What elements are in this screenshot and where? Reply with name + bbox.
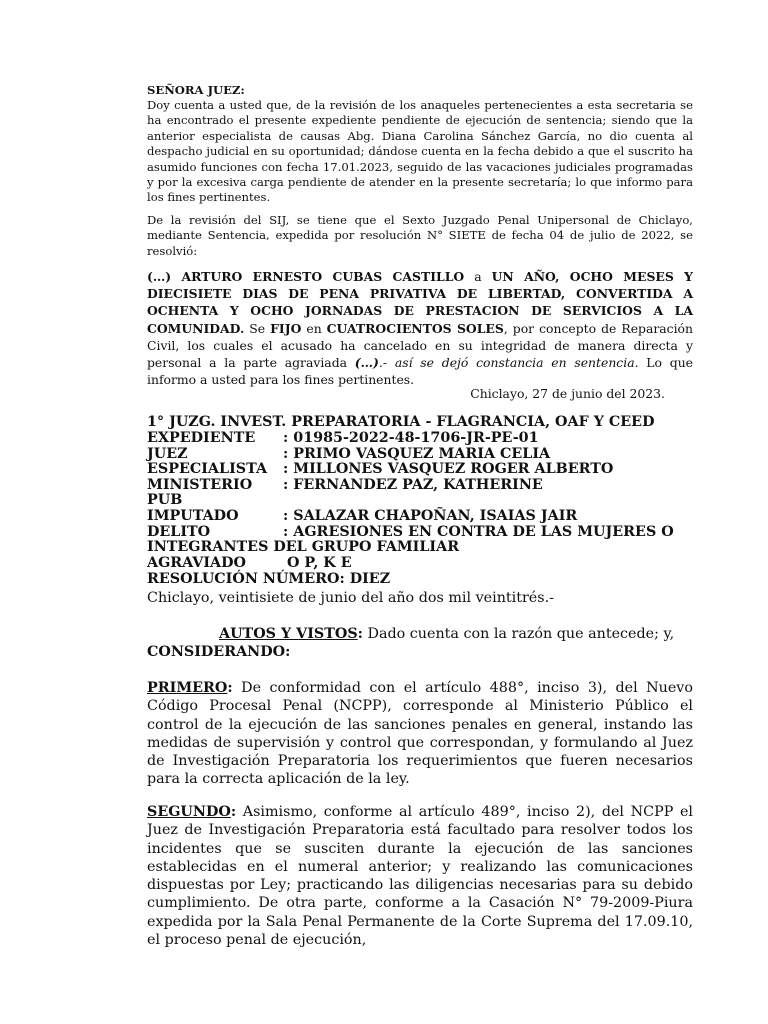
report-paragraph-1: Doy cuenta a usted que, de la revisión de los anaqueles pertenecientes a esta secretaria se ha encontrado el presente expediente pendiente de ejecución de sentencia; siendo que la anterior especialista de causas Abg. Diana Carolina Sánchez García, no dio cuenta al despacho judicial en su oportunidad; dándose cuenta en la fecha debido a que el suscrito ha asumido funciones con fecha 17.01.2023, seguido de las vacaciones judiciales programadas y por la excesiva carga pendiente de atender en la presente secretaría; lo que informo para los fines pertinentes. [147,98,693,205]
report-paragraph-2: De la revisión del SIJ, se tiene que el Sexto Juzgado Penal Unipersonal de Chiclayo, mediante Sentencia, expedida por resolución N° SIETE de fecha 04 de julio de 2022, se resolvió: [147,213,693,258]
considerando-segundo: SEGUNDO: Asimismo, conforme al artículo 489°, inciso 2), del NCPP el Juez de Investigación Preparatoria está facultado para resolver todos los incidentes que se susciten durante la ejecución de las sanciones establecidas en el numeral anterior; y realizando las comunicaciones dispuestas por Ley; practicando las diligencias necesarias para su debido cumplimiento. De otra parte, conforme a la Casación N° 79-2009-Piura expedida por la Sala Penal Permanente de la Corte Suprema del 17.09.10, el proceso penal de ejecución, [147,804,693,949]
resolution-place-date: Chiclayo, veintisiete de junio del año dos mil veintitrés.- [147,590,554,606]
quote-defendant: (…) ARTURO ERNESTO CUBAS CASTILLO [147,269,465,284]
report-date: Chiclayo, 27 de junio del 2023. [470,386,665,401]
header-row-ministerio: MINISTERIO PUB : FERNANDEZ PAZ, KATHERINE [147,476,543,509]
court-name: 1° JUZG. INVEST. PREPARATORIA - FLAGRANCIA, OAF Y CEED [147,414,655,430]
header-row-juez: JUEZ : PRIMO VASQUEZ MARIA CELIA [147,445,551,462]
quote-penalty: UN AÑO, OCHO MESES Y DIECISIETE DIAS DE PENA PRIVATIVA DE LIBERTAD, CONVERTIDA A OCHENTA Y OCHO JORNADAS DE PRESTACION DE SERVICIOS A LA COMUNIDAD. [147,269,694,336]
segundo-label: SEGUNDO [147,804,231,820]
header-row-especialista: ESPECIALISTA : MILLONES VASQUEZ ROGER ALBERTO [147,461,614,478]
sentence-quote: (…) ARTURO ERNESTO CUBAS CASTILLO a UN AÑO, OCHO MESES Y DIECISIETE DIAS DE PENA PRIVATIVA DE LIBERTAD, CONVERTIDA A OCHENTA Y OCHO JORNADAS DE PRESTACION DE SERVICIOS A LA COMUNIDAD. Se FIJO en CUATROCIENTOS SOLES, por concepto de Reparación Civil, los cuales el acusado ha cancelado en su integridad de manera directa y personal a la parte agraviada (…).- así se dejó constancia en sentencia. Lo que informo a usted para los fines pertinentes. [147,269,694,388]
header-row-delito-cont: INTEGRANTES DEL GRUPO FAMILIAR [147,539,460,556]
quote-amount: CUATROCIENTOS SOLES [326,320,504,336]
salutation: SEÑORA JUEZ: [147,83,245,97]
header-row-expediente: EXPEDIENTE : 01985-2022-48-1706-JR-PE-01 [147,430,539,446]
autos-y-vistos: AUTOS Y VISTOS: Dado cuenta con la razón que antecede; y, [219,626,675,642]
header-row-delito: DELITO : AGRESIONES EN CONTRA DE LAS MUJERES O [147,523,674,540]
autos-label: AUTOS Y VISTOS [219,626,358,642]
considerando-heading: CONSIDERANDO: [147,644,291,660]
case-header [147,431,693,571]
header-row-agraviado: AGRAVIADO O P, K E [147,554,352,571]
primero-label: PRIMERO [147,680,228,696]
considerando-primero: PRIMERO: De conformidad con el artículo 488°, inciso 3), del Nuevo Código Procesal Penal (NCPP), corresponde al Ministerio Público el control de la ejecución de las sanciones penales en general, instando las medidas de supervisión y control que correspondan, y formulando al Juez de Investigación Preparatoria los requerimientos que fueren necesarios para la correcta aplicación de la ley. [147,680,693,788]
resolution-title: RESOLUCIÓN NÚMERO: DIEZ [147,571,391,587]
header-row-imputado: IMPUTADO : SALAZAR CHAPOÑAN, ISAIAS JAIR [147,507,578,524]
